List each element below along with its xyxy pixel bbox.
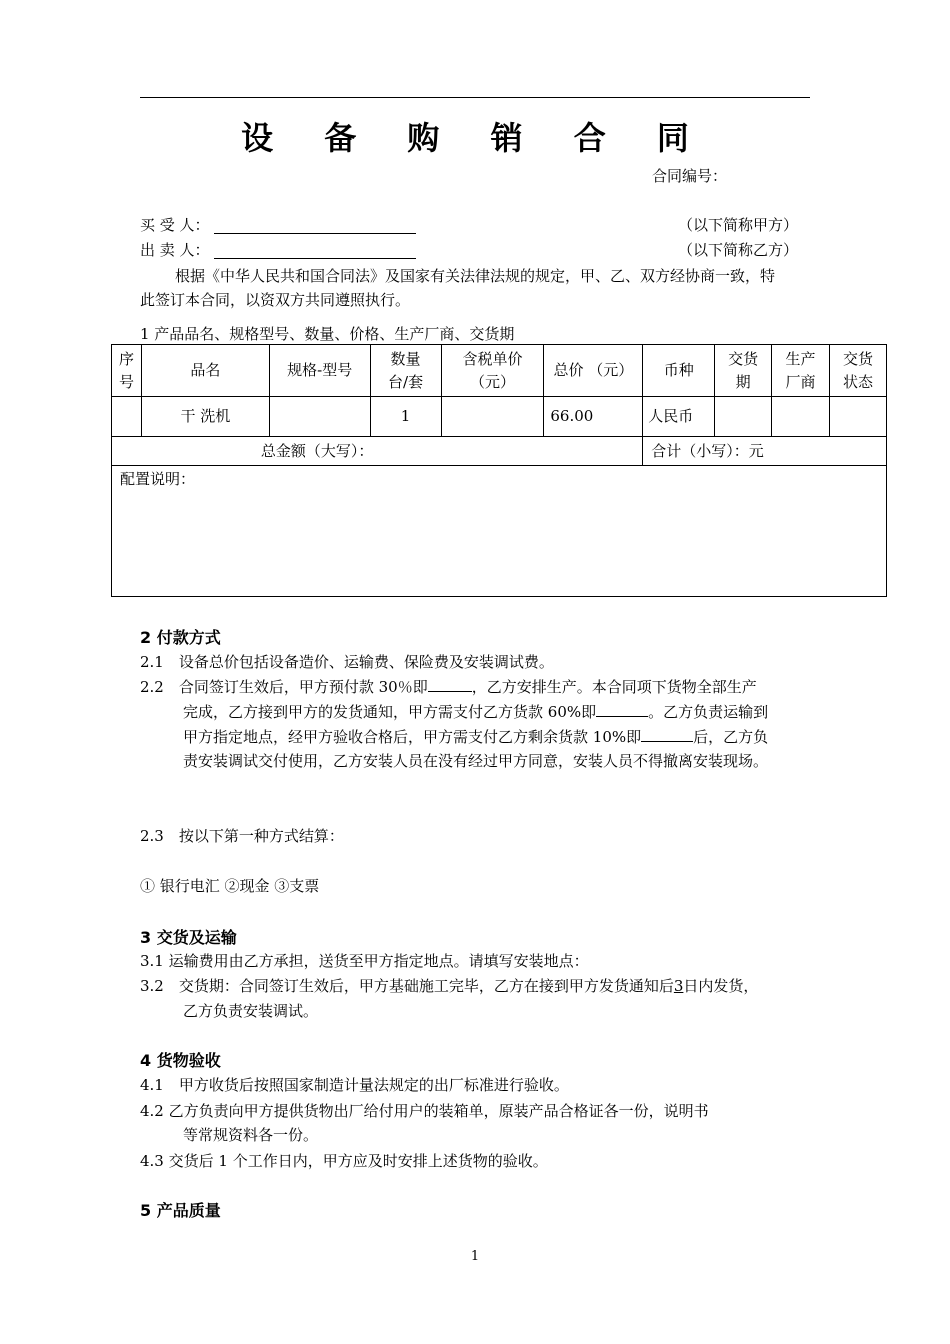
section1-heading: 1 产品品名、规格型号、数量、价格、生产厂商、交货期 <box>140 325 515 343</box>
config-label: 配置说明： <box>120 470 196 488</box>
header-delivery: 交货 期 <box>715 345 772 397</box>
header-status: 交货 状态 <box>830 345 887 397</box>
clause-2-1: 2.1 设备总价包括设备造价、运输费、保险费及安装调试费。 <box>140 653 554 671</box>
buyer-label: 买 受 人： <box>140 216 210 234</box>
header-price: 含税单价 （元） <box>441 345 544 397</box>
clause-3-1: 3.1 运输费用由乙方承担，送货至甲方指定地点。请填写安装地点： <box>140 952 589 970</box>
buyer-line <box>140 214 416 235</box>
delivery-days: 3 <box>673 977 684 995</box>
top-rule <box>140 97 810 98</box>
cell-status <box>830 397 887 437</box>
config-cell <box>112 466 887 597</box>
buyer-note: （以下简称甲方） <box>678 216 799 234</box>
header-currency: 币种 <box>643 345 715 397</box>
header-seq: 序 号 <box>112 345 142 397</box>
clause-2-2-line-3: 甲方指定地点，经甲方验收合格后，甲方需支付乙方剩余货款 10%即 后，乙方负 <box>183 728 769 746</box>
total-words-cell: 总金额（大写）： <box>112 437 643 466</box>
cell-total: 66.00 <box>544 397 643 437</box>
table-total-row <box>112 437 887 466</box>
table-config-row <box>112 466 887 597</box>
cell-spec <box>269 397 370 437</box>
clause-3-2-line-2: 乙方负责安装调试。 <box>183 1002 319 1020</box>
seller-line <box>140 239 416 260</box>
clause-2-2-line-4: 责安装调试交付使用，乙方安装人员在没有经过甲方同意，安装人员不得撤离安装现场。 <box>183 752 769 770</box>
product-table <box>111 344 887 597</box>
section4-heading: 4 货物验收 <box>140 1051 221 1070</box>
section3-heading: 3 交货及运输 <box>140 928 237 947</box>
prepayment-blank[interactable] <box>428 677 472 692</box>
cell-currency: 人民币 <box>643 397 715 437</box>
document-title: 设 备 购 销 合 同 <box>241 119 709 157</box>
clause-4-2-line-2: 等常规资料各一份。 <box>183 1126 319 1144</box>
intro-line-1: 根据《中华人民共和国合同法》及国家有关法律法规的规定，甲、乙、双方经协商一致，特 <box>175 267 776 285</box>
cell-price <box>441 397 544 437</box>
cell-qty: 1 <box>370 397 441 437</box>
second-payment-blank[interactable] <box>596 702 648 717</box>
seller-name-field[interactable] <box>214 244 416 259</box>
seller-label: 出 卖 人： <box>140 241 210 259</box>
seller-note: （以下简称乙方） <box>678 241 799 259</box>
payment-options: ① 银行电汇 ②现金 ③支票 <box>140 877 320 895</box>
page-number: 1 <box>470 1249 480 1264</box>
cell-seq <box>112 397 142 437</box>
clause-4-1: 4.1 甲方收货后按照国家制造计量法规定的出厂标准进行验收。 <box>140 1076 569 1094</box>
clause-2-2-line-1: 2.2 合同签订生效后，甲方预付款 30％即 ，乙方安排生产。本合同项下货物全部生产 <box>140 678 757 696</box>
table-header-row <box>112 345 887 397</box>
cell-name: 干 洗机 <box>141 397 269 437</box>
clause-2-3: 2.3 按以下第一种方式结算： <box>140 827 344 845</box>
table-row <box>112 397 887 437</box>
final-payment-blank[interactable] <box>641 727 693 742</box>
cell-maker <box>772 397 830 437</box>
clause-4-2-line-1: 4.2 乙方负责向甲方提供货物出厂给付用户的装箱单，原装产品合格证各一份，说明书 <box>140 1102 709 1120</box>
clause-3-2-line-1: 3.2 交货期：合同签订生效后，甲方基础施工完毕，乙方在接到甲方发货通知后3日内发货， <box>140 977 759 995</box>
intro-line-2: 此签订本合同，以资双方共同遵照执行。 <box>140 291 411 309</box>
contract-number-label: 合同编号： <box>652 167 728 185</box>
header-maker: 生产 厂商 <box>772 345 830 397</box>
buyer-name-field[interactable] <box>214 219 416 234</box>
section5-heading: 5 产品质量 <box>140 1201 221 1220</box>
clause-2-2-line-2: 完成，乙方接到甲方的发货通知，甲方需支付乙方货款 60%即 。乙方负责运输到 <box>183 703 769 721</box>
header-spec: 规格-型号 <box>269 345 370 397</box>
header-total: 总价 （元） <box>544 345 643 397</box>
clause-4-3: 4.3 交货后 1 个工作日内，甲方应及时安排上述货物的验收。 <box>140 1152 548 1170</box>
header-name: 品名 <box>141 345 269 397</box>
section2-heading: 2 付款方式 <box>140 628 221 647</box>
header-qty: 数量 台/套 <box>370 345 441 397</box>
cell-delivery <box>715 397 772 437</box>
total-figure-cell: 合计（小写）：元 <box>643 437 887 466</box>
